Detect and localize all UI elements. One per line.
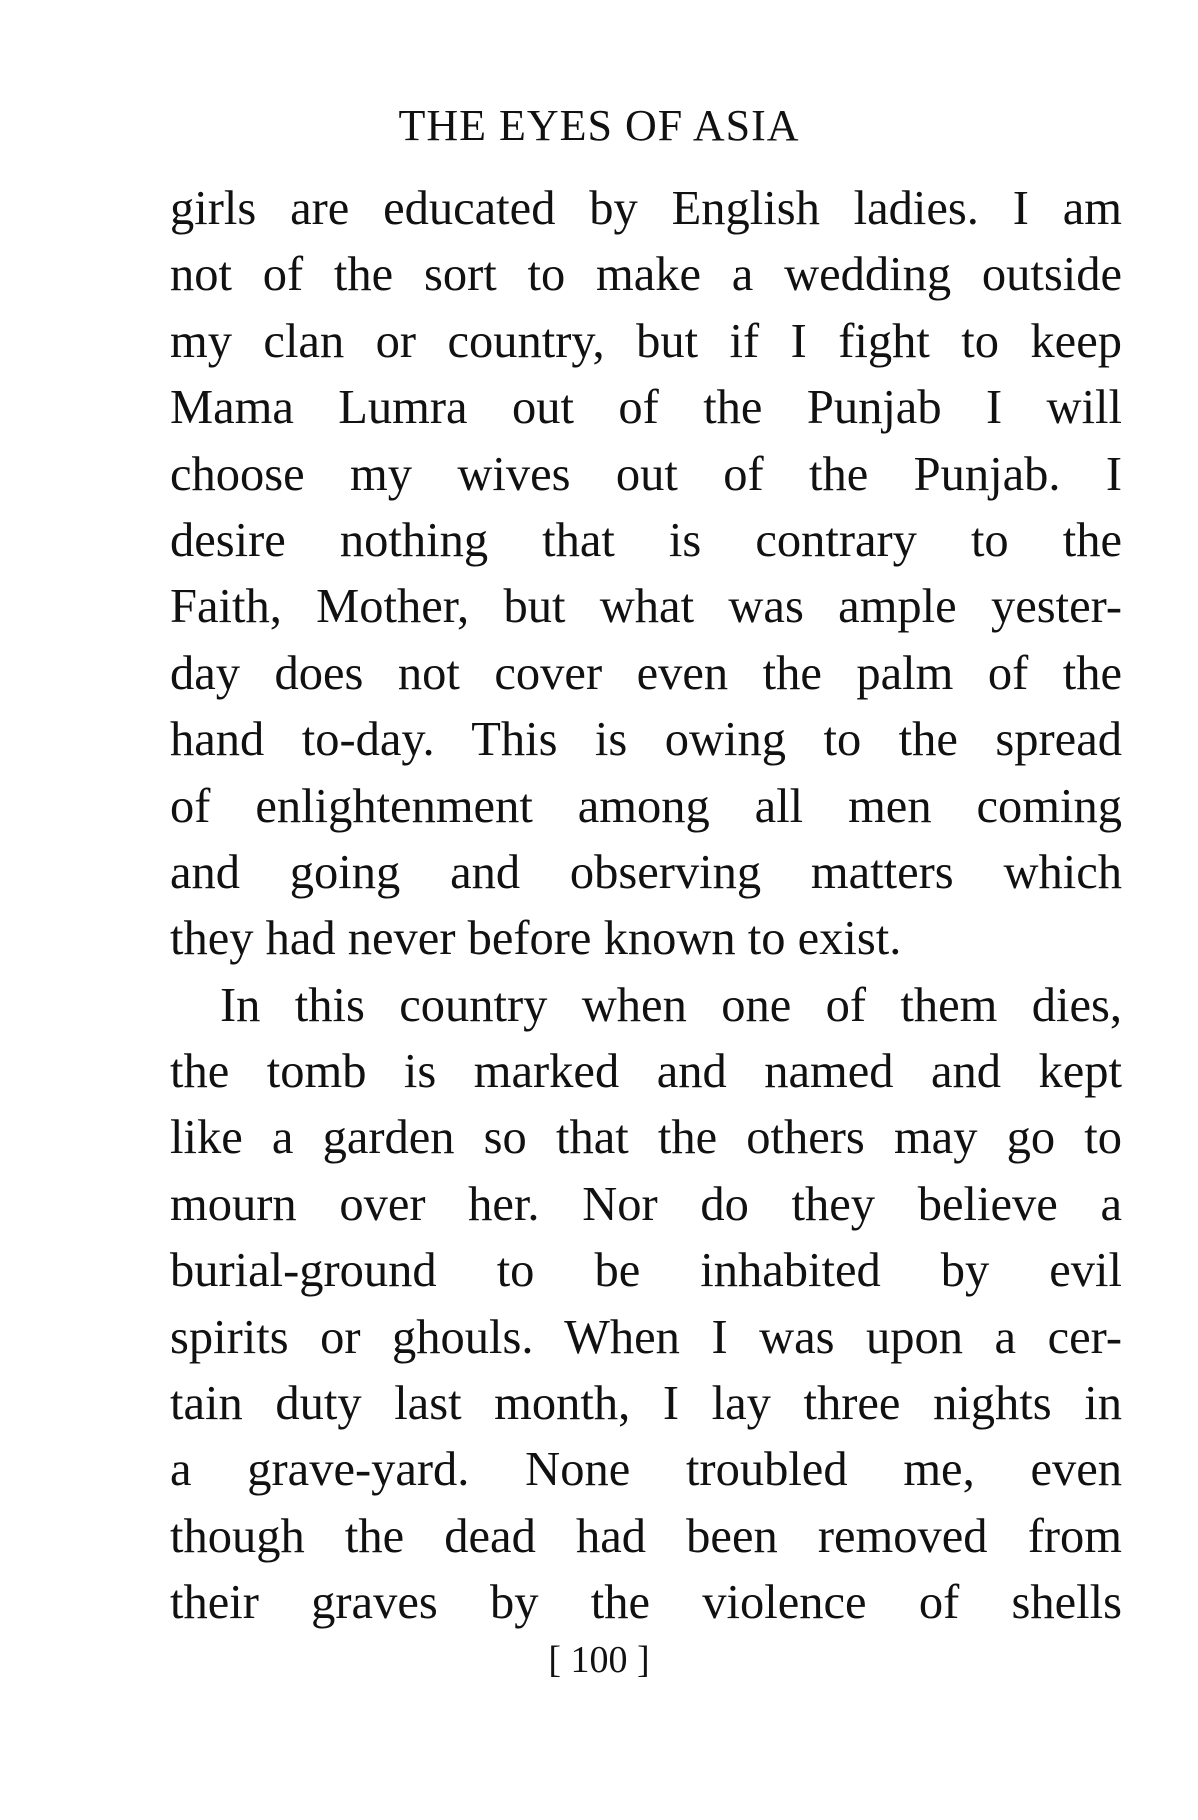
text-line: a grave-yard. None troubled me, even (170, 1443, 1122, 1497)
text-line: desire nothing that is contrary to the (170, 513, 1122, 567)
paragraph-first-line: In this country when one of them dies, (220, 978, 1122, 1032)
text-line: Mama Lumra out of the Punjab I will (170, 381, 1122, 435)
text-line: tain duty last month, I lay three nights in (170, 1377, 1122, 1431)
text-line: Faith, Mother, but what was ample yester- (170, 580, 1122, 634)
text-line: and going and observing matters which (170, 845, 1122, 899)
text-line: like a garden so that the others may go to (170, 1111, 1122, 1165)
text-line: girls are educated by English ladies. I am (170, 182, 1122, 235)
text-line: day does not cover even the palm of the (170, 646, 1122, 700)
text-line: mourn over her. Nor do they believe a (170, 1177, 1122, 1231)
page-number: [ 100 ] (548, 1639, 650, 1681)
text-line: their graves by the violence of shells (170, 1576, 1122, 1630)
text-line: spirits or ghouls. When I was upon a cer- (170, 1310, 1122, 1364)
text-line: though the dead had been removed from (170, 1509, 1122, 1563)
text-line: choose my wives out of the Punjab. I (170, 447, 1122, 501)
text-line: the tomb is marked and named and kept (170, 1045, 1122, 1099)
paragraph-end-line: they had never before known to exist. (170, 912, 902, 966)
text-line: not of the sort to make a wedding outside (170, 248, 1122, 302)
text-line: of enlightenment among all men coming (170, 779, 1122, 833)
text-line: my clan or country, but if I fight to keep (170, 314, 1122, 368)
text-line: hand to-day. This is owing to the spread (170, 713, 1122, 767)
body-text (170, 176, 1122, 1637)
running-head: THE EYES OF ASIA (398, 101, 800, 150)
text-line: burial-ground to be inhabited by evil (170, 1244, 1122, 1298)
